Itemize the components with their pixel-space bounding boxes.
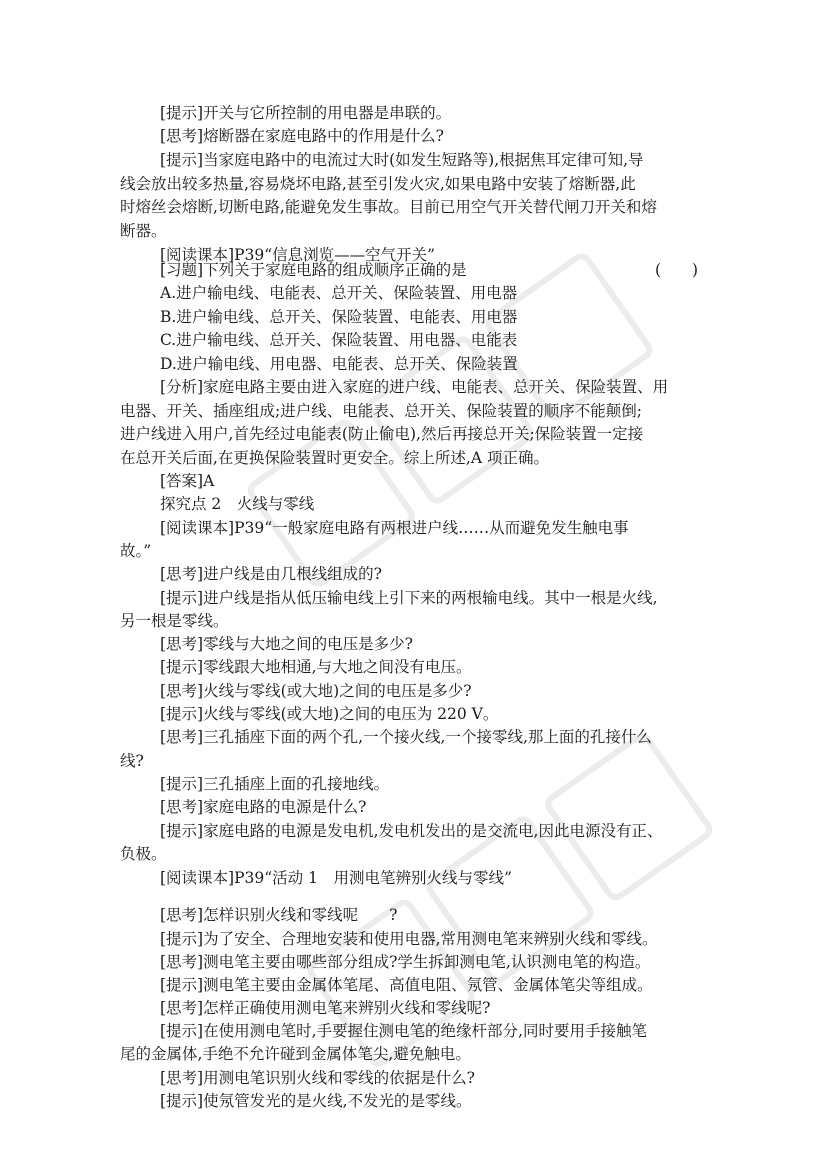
- text-line: [思考]怎样识别火线和零线呢 ?: [160, 906, 398, 924]
- text-line: B.进户输电线、总开关、保险装置、电能表、用电器: [160, 308, 518, 326]
- text-line: [思考]三孔插座下面的两个孔,一个接火线,一个接零线,那上面的孔接什么: [160, 728, 652, 746]
- text-line: [思考]家庭电路的电源是什么?: [160, 798, 367, 816]
- text-line: 时熔丝会熔断,切断电路,能避免发生事故。目前已用空气开关替代闸刀开关和熔: [120, 198, 657, 216]
- text-line: [思考]用测电笔识别火线和零线的依据是什么?: [160, 1069, 475, 1087]
- text-line: [思考]零线与大地之间的电压是多少?: [160, 635, 413, 653]
- text-line: [阅读课本]P39“活动 1 用测电笔辨别火线与零线”: [160, 869, 512, 887]
- text-line: [提示]当家庭电路中的电流过大时(如发生短路等),根据焦耳定律可知,导: [160, 151, 644, 169]
- text-line: [习题]下列关于家庭电路的组成顺序正确的是: [160, 261, 467, 279]
- text-line: [思考]火线与零线(或大地)之间的电压是多少?: [160, 682, 472, 700]
- text-line: [答案]A: [160, 472, 215, 490]
- text-line: [阅读课本]P39“信息浏览——空气开关”: [160, 246, 436, 264]
- text-line: [思考]怎样正确使用测电笔来辨别火线和零线呢?: [160, 999, 491, 1017]
- text-line: [阅读课本]P39“一般家庭电路有两根进户线……从而避免发生触电事: [160, 519, 629, 537]
- text-line: 在总开关后面,在更换保险装置时更安全。综上所述,A 项正确。: [120, 449, 549, 467]
- text-line: D.进户输电线、用电器、电能表、总开关、保险装置: [160, 355, 518, 373]
- text-line: [提示]三孔插座上面的孔接地线。: [160, 775, 390, 793]
- text-line: 尾的金属体,手绝不允许碰到金属体笔尖,避免触电。: [120, 1045, 471, 1063]
- text-line: [提示]进户线是指从低压输电线上引下来的两根输电线。其中一根是火线,: [160, 589, 658, 607]
- text-line: [提示]火线与零线(或大地)之间的电压为 220 V。: [160, 705, 499, 723]
- text-line: [提示]家庭电路的电源是发电机,发电机发出的是交流电,因此电源没有正、: [160, 822, 663, 840]
- text-line: 负极。: [120, 845, 167, 863]
- text-line: 探究点 2 火线与零线: [160, 495, 315, 513]
- text-line: A.进户输电线、电能表、总开关、保险装置、用电器: [160, 284, 518, 302]
- text-line: 断器。: [120, 222, 167, 240]
- text-line: 故。”: [120, 542, 152, 560]
- text-line: 另一根是零线。: [120, 612, 229, 630]
- text-line: [提示]零线跟大地相通,与大地之间没有电压。: [160, 658, 472, 676]
- answer-parentheses: ( ): [655, 261, 699, 279]
- text-line: [提示]在使用测电笔时,手要握住测电笔的绝缘杆部分,同时要用手接触笔: [160, 1022, 647, 1040]
- text-line: 进户线进入用户,首先经过电能表(防止偷电),然后再接总开关;保险装置一定接: [120, 425, 644, 443]
- text-line: 电器、开关、插座组成;进户线、电能表、总开关、保险装置的顺序不能颠倒;: [120, 402, 642, 420]
- text-line: [提示]开关与它所控制的用电器是串联的。: [160, 104, 452, 122]
- text-line: [分析]家庭电路主要由进入家庭的进户线、电能表、总开关、保险装置、用: [160, 378, 669, 396]
- text-line: [思考]测电笔主要由哪些部分组成?学生拆卸测电笔,认识测电笔的构造。: [160, 953, 651, 971]
- text-line: [提示]测电笔主要由金属体笔尾、高值电阻、氖管、金属体笔尖等组成。: [160, 976, 653, 994]
- text-line: 线会放出较多热量,容易烧坏电路,甚至引发火灾,如果电路中安装了熔断器,此: [120, 175, 636, 193]
- text-line: C.进户输电线、总开关、保险装置、用电器、电能表: [160, 331, 518, 349]
- text-line: [提示]使氖管发光的是火线,不发光的是零线。: [160, 1092, 472, 1110]
- text-line: [思考]进户线是由几根线组成的?: [160, 565, 382, 583]
- text-line: 线?: [120, 752, 144, 770]
- text-line: [思考]熔断器在家庭电路中的作用是什么?: [160, 127, 444, 145]
- text-line: [提示]为了安全、合理地安装和使用电器,常用测电笔来辨别火线和零线。: [160, 930, 658, 948]
